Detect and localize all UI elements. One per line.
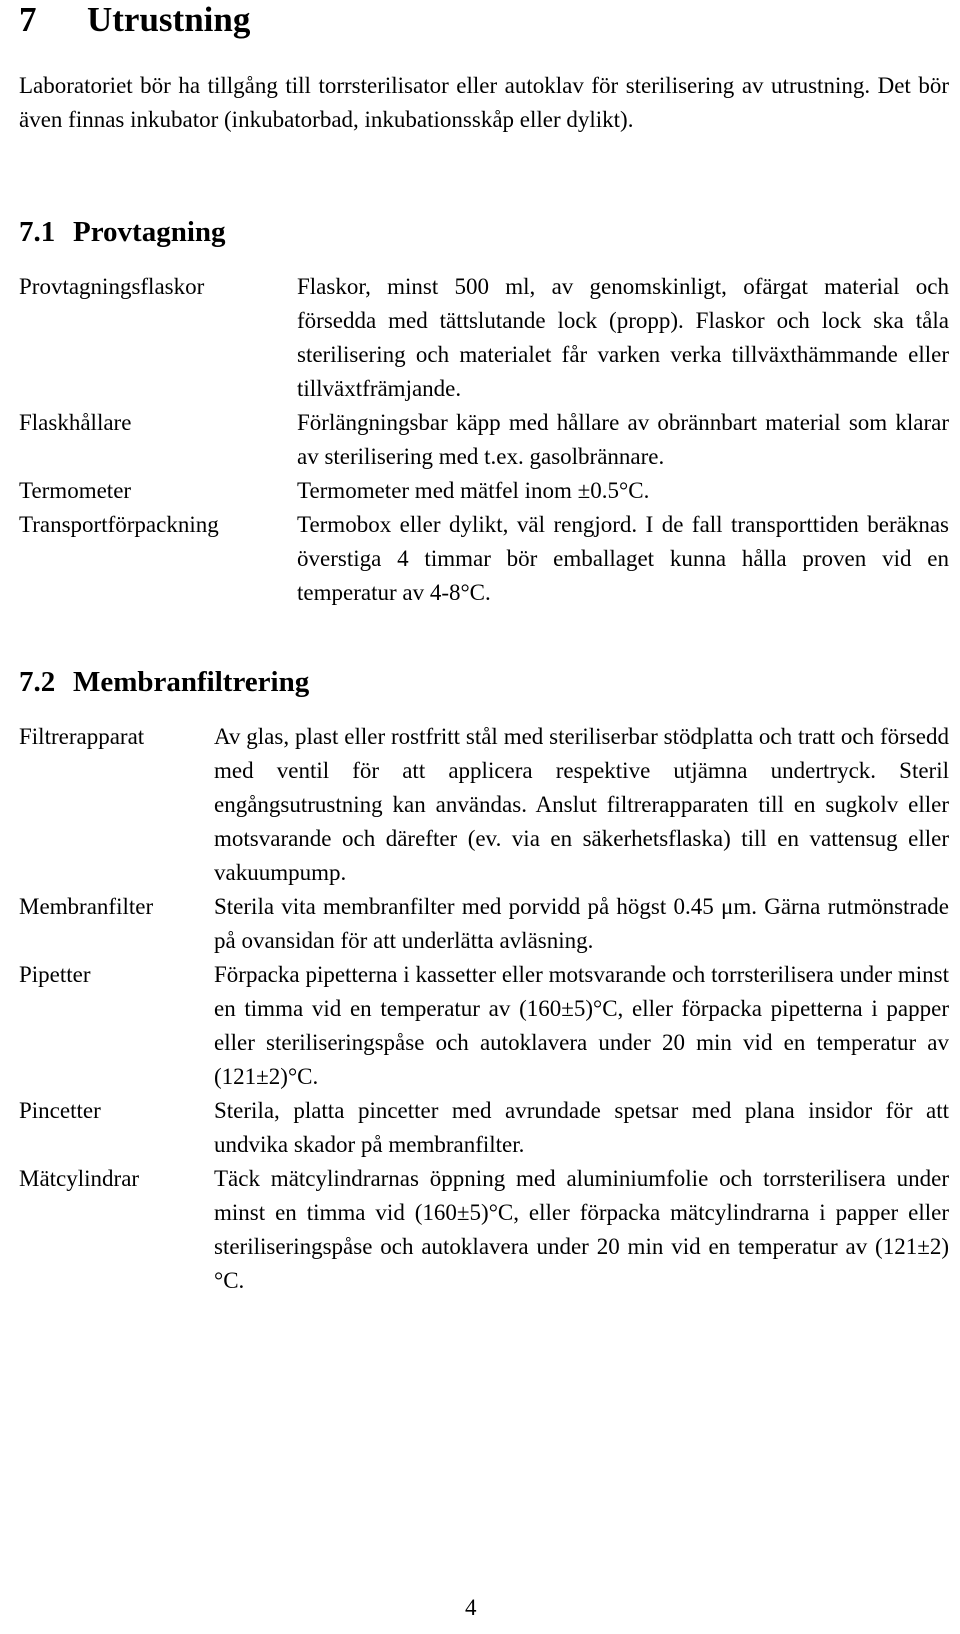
item-description: Förpacka pipetterna i kassetter eller motsvarande och torrsterilisera under minst en timma vid en temperatur av (160±5)°C, eller förpacka pipetterna i papper eller steriliseringspåse och autoklavera under 20 min vid en temperatur av (121±2)°C.	[214, 962, 949, 1089]
item-description: Flaskor, minst 500 ml, av genomskinligt, ofärgat material och försedda med tättslutande lock (propp). Flaskor och lock ska tåla sterilisering och materialet får varken verka tillväxthämmande eller tillväxtfrämjande.	[297, 274, 949, 401]
chapter-number: 7	[19, 0, 37, 39]
equipment-list-membranfiltrering	[19, 720, 949, 1298]
list-item	[19, 720, 949, 890]
item-term: Mätcylindrar	[19, 1166, 140, 1191]
chapter-heading	[19, 0, 250, 40]
item-term: Provtagningsflaskor	[19, 274, 205, 299]
page-number: 4	[465, 1595, 477, 1620]
section-heading-membranfiltrering	[19, 664, 309, 700]
item-term: Filtrerapparat	[19, 724, 145, 749]
item-description: Termobox eller dylikt, väl rengjord. I de fall transporttiden beräknas överstiga 4 timmar bör emballaget kunna hålla proven vid en temperatur av 4-8°C.	[297, 512, 949, 605]
item-term: Pincetter	[19, 1098, 101, 1123]
section-title: Provtagning	[73, 216, 226, 248]
item-description: Termometer med mätfel inom ±0.5°C.	[297, 478, 650, 503]
list-item	[19, 1162, 949, 1298]
item-description: Av glas, plast eller rostfritt stål med steriliserbar stödplatta och tratt och försedd med ventil för att applicera respektive utjämna undertryck. Steril engångsutrustning kan användas. Anslut filtrerapparaten till en sugkolv eller motsvarande och därefter (ev. via en säkerhetsflaska) till en vattensug eller vakuumpump.	[214, 724, 949, 885]
item-term: Pipetter	[19, 962, 91, 987]
item-description: Sterila, platta pincetter med avrundade spetsar med plana insidor för att undvika skador på membranfilter.	[214, 1098, 949, 1157]
list-item	[19, 270, 949, 406]
equipment-list-provtagning	[19, 270, 949, 610]
list-item	[19, 958, 949, 1094]
section-heading-provtagning	[19, 214, 226, 250]
list-item	[19, 508, 949, 610]
chapter-title: Utrustning	[87, 0, 251, 39]
item-term: Transportförpackning	[19, 512, 219, 537]
list-item	[19, 474, 949, 508]
section-number: 7.1	[19, 216, 56, 248]
item-description: Sterila vita membranfilter med porvidd på högst 0.45 μm. Gärna rutmönstrade på ovansidan för att underlätta avläsning.	[214, 894, 949, 953]
item-term: Termometer	[19, 478, 132, 503]
section-number: 7.2	[19, 666, 56, 698]
item-description: Täck mätcylindrarnas öppning med aluminiumfolie och torrsterilisera under minst en timma vid (160±5)°C, eller förpacka mätcylindrarna i papper eller steriliseringspåse och autoklavera under 20 min vid en temperatur av (121±2)°C.	[214, 1166, 949, 1293]
list-item	[19, 890, 949, 958]
list-item	[19, 1094, 949, 1162]
section-title: Membranfiltrering	[73, 666, 310, 698]
item-term: Membranfilter	[19, 894, 154, 919]
item-description: Förlängningsbar käpp med hållare av obrännbart material som klarar av sterilisering med t.ex. gasolbrännare.	[297, 410, 949, 469]
document-page	[19, 0, 949, 1634]
item-term: Flaskhållare	[19, 410, 132, 435]
chapter-intro-paragraph: Laboratoriet bör ha tillgång till torrsterilisator eller autoklav för sterilisering av utrustning. Det bör även finnas inkubator (inkubatorbad, inkubationsskåp eller dylikt).	[19, 73, 949, 132]
list-item	[19, 406, 949, 474]
